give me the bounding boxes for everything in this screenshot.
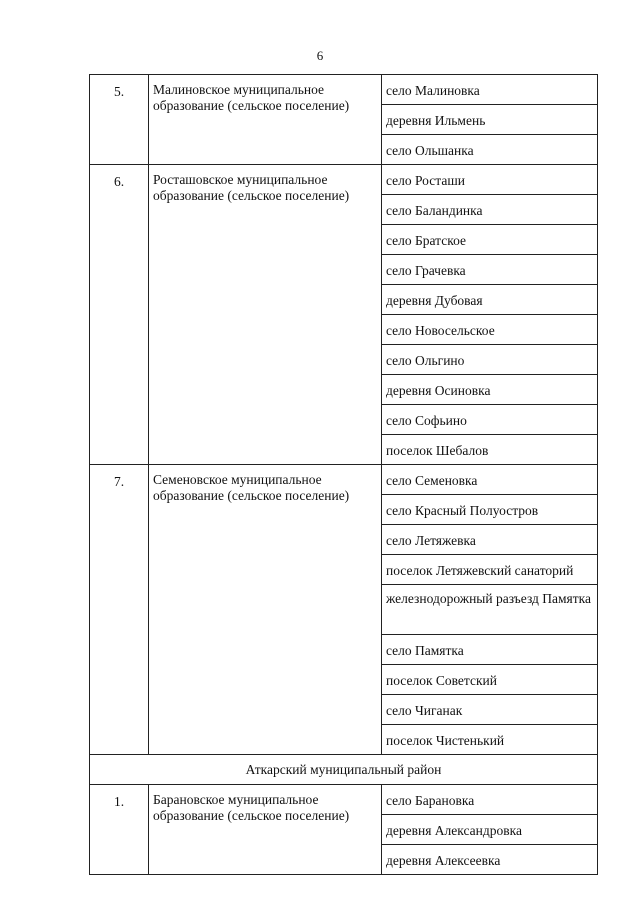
locality-cell bbox=[382, 435, 598, 465]
locality-cell bbox=[382, 345, 598, 375]
locality-name: село Братское bbox=[386, 233, 466, 248]
district-title: Аткарский муниципальный район bbox=[90, 755, 598, 785]
locality-name: поселок Чистенький bbox=[386, 733, 505, 748]
row-number: 6. bbox=[90, 165, 149, 465]
locality-name: село Чиганак bbox=[386, 703, 463, 718]
locality-cell bbox=[382, 525, 598, 555]
locality-cell bbox=[382, 375, 598, 405]
locality-cell bbox=[382, 785, 598, 815]
locality-cell bbox=[382, 225, 598, 255]
municipality-name: Семеновское муниципальное образование (сельское поселение) bbox=[149, 465, 382, 755]
locality-cell bbox=[382, 75, 598, 105]
locality-cell bbox=[382, 315, 598, 345]
locality-cell bbox=[382, 105, 598, 135]
locality-name: село Ольшанка bbox=[386, 143, 474, 158]
locality-cell bbox=[382, 405, 598, 435]
locality-cell bbox=[382, 165, 598, 195]
municipality-name: Барановское муниципальное образование (сельское поселение) bbox=[149, 785, 382, 875]
locality-cell bbox=[382, 845, 598, 875]
locality-name: село Семеновка bbox=[386, 473, 478, 488]
table-row bbox=[90, 75, 598, 105]
locality-name: деревня Александровка bbox=[386, 823, 522, 838]
table-row bbox=[90, 785, 598, 815]
locality-cell bbox=[382, 665, 598, 695]
locality-cell bbox=[382, 195, 598, 225]
district-section bbox=[90, 755, 598, 785]
locality-name: село Красный Полуостров bbox=[386, 503, 539, 518]
row-number: 7. bbox=[90, 465, 149, 755]
locality-cell bbox=[382, 695, 598, 725]
locality-name: железнодорожный разъезд Памятка bbox=[386, 591, 592, 606]
locality-cell bbox=[382, 555, 598, 585]
locality-name: деревня Алексеевка bbox=[386, 853, 501, 868]
locality-cell bbox=[382, 495, 598, 525]
settlements-table bbox=[89, 74, 598, 875]
locality-cell bbox=[382, 585, 598, 635]
locality-cell bbox=[382, 465, 598, 495]
locality-cell bbox=[382, 285, 598, 315]
locality-name: село Грачевка bbox=[386, 263, 466, 278]
row-number: 1. bbox=[90, 785, 149, 875]
locality-name: поселок Летяжевский санаторий bbox=[386, 563, 574, 578]
district-header-row bbox=[90, 755, 598, 785]
municipality-name: Малиновское муниципальное образование (сельское поселение) bbox=[149, 75, 382, 165]
locality-name: деревня Осиновка bbox=[386, 383, 491, 398]
locality-cell bbox=[382, 135, 598, 165]
locality-name: село Софьино bbox=[386, 413, 467, 428]
row-number: 5. bbox=[90, 75, 149, 165]
table-section bbox=[90, 785, 598, 875]
table-row bbox=[90, 465, 598, 495]
table-row bbox=[90, 165, 598, 195]
locality-cell bbox=[382, 255, 598, 285]
locality-name: село Баландинка bbox=[386, 203, 483, 218]
locality-name: деревня Ильмень bbox=[386, 113, 486, 128]
locality-cell bbox=[382, 815, 598, 845]
municipality-name: Росташовское муниципальное образование (сельское поселение) bbox=[149, 165, 382, 465]
locality-name: деревня Дубовая bbox=[386, 293, 483, 308]
locality-cell bbox=[382, 635, 598, 665]
locality-name: поселок Советский bbox=[386, 673, 497, 688]
locality-name: село Малиновка bbox=[386, 83, 480, 98]
locality-name: село Летяжевка bbox=[386, 533, 476, 548]
locality-name: село Новосельское bbox=[386, 323, 495, 338]
locality-name: село Памятка bbox=[386, 643, 464, 658]
locality-name: село Барановка bbox=[386, 793, 475, 808]
table-section bbox=[90, 75, 598, 755]
page-number: 6 bbox=[316, 48, 324, 63]
locality-name: село Ольгино bbox=[386, 353, 465, 368]
locality-name: поселок Шебалов bbox=[386, 443, 489, 458]
locality-name: село Росташи bbox=[386, 173, 465, 188]
locality-cell bbox=[382, 725, 598, 755]
